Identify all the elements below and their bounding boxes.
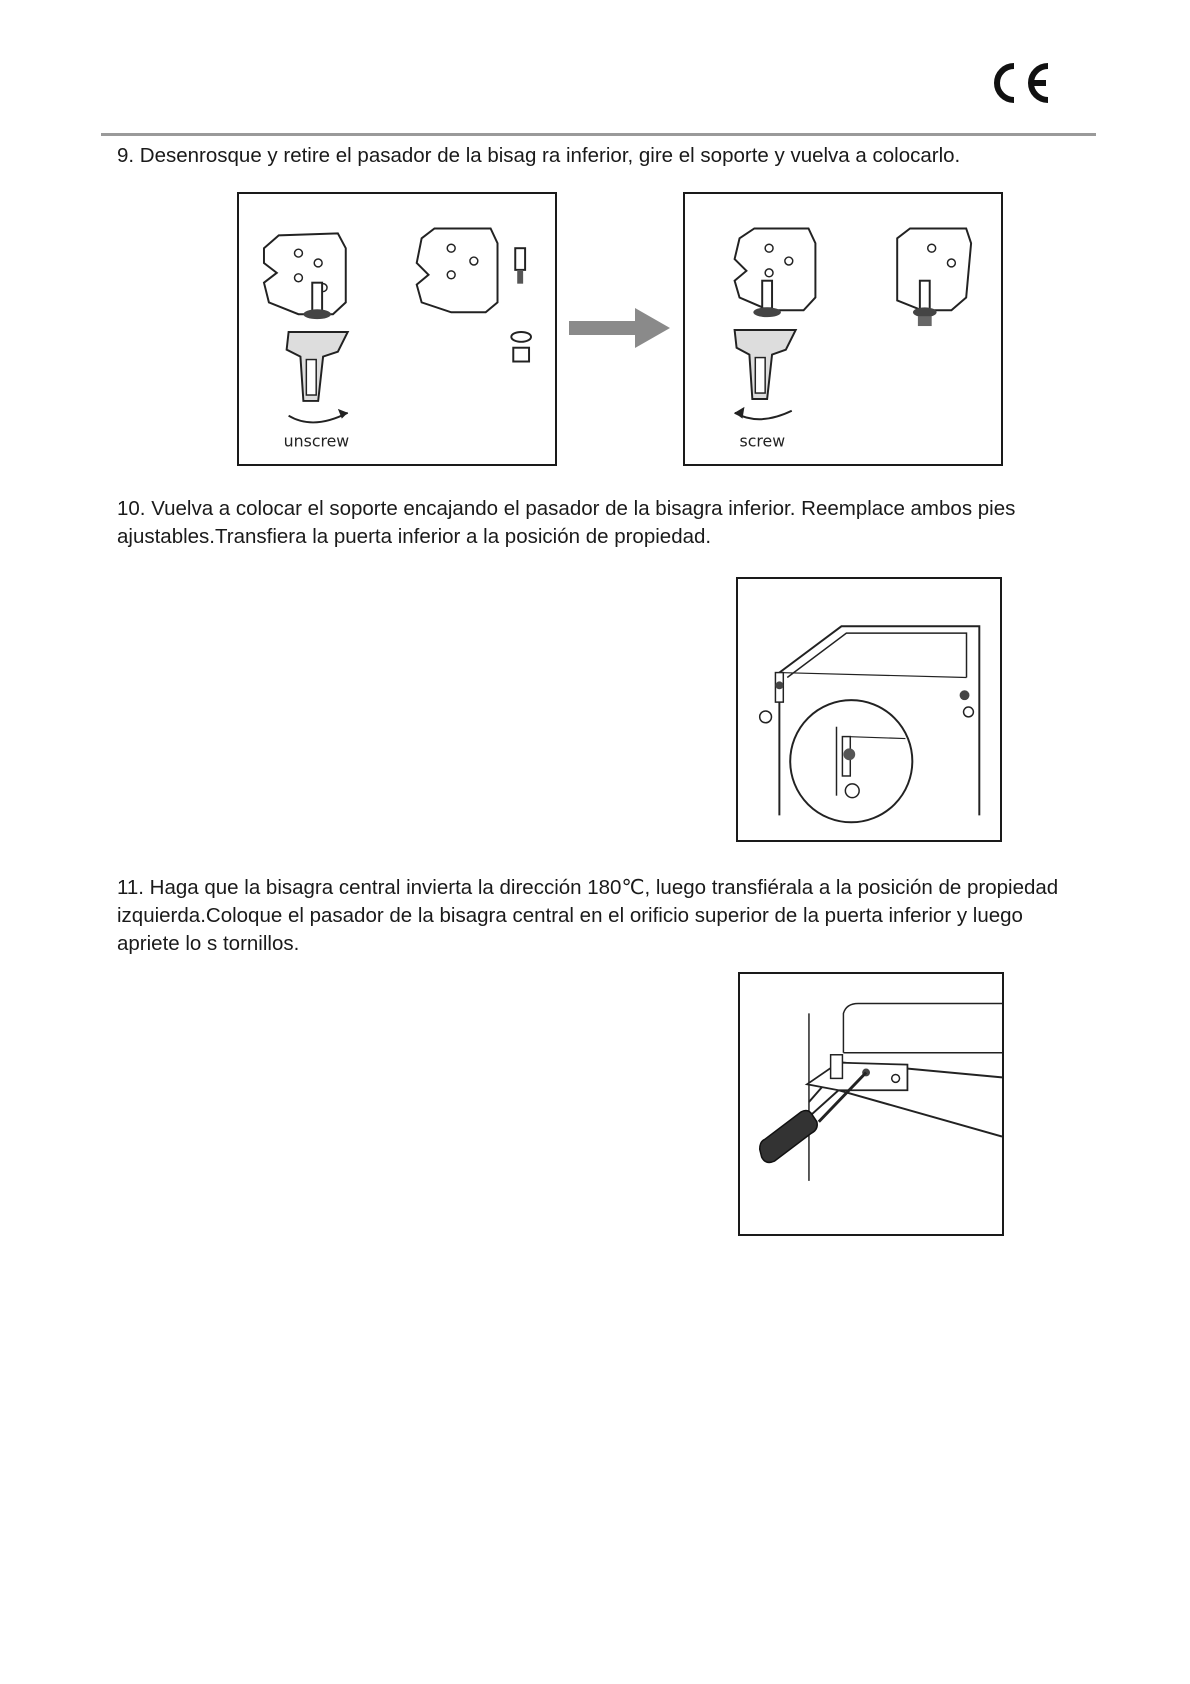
lower-door-illustration [738,579,1000,840]
screw-illustration [685,194,1001,464]
transition-arrow-icon [567,306,672,350]
step-10-text: 10. Vuelva a colocar el soporte encajando el pasador de la bisagra inferior. Reemplace ambos pies ajustables.Transfiera la puerta inferior a la posición de propiedad. [117,497,1016,548]
screw-caption: screw [739,431,786,451]
figure-lower-door-panel [736,577,1002,842]
ce-mark-icon [990,58,1060,108]
unscrew-caption: unscrew [283,431,350,451]
figure-middle-hinge-panel [738,972,1004,1236]
middle-hinge-illustration [740,974,1002,1234]
figure-unscrew-panel [237,192,557,466]
header-divider [101,133,1096,136]
step-11-text: 11. Haga que la bisagra central invierta la dirección 180℃, luego transfiérala a la posición de propiedad izquierda.Coloque el pasador de la bisagra central en el orificio superior de la puerta inferior y luego apriete lo s tornillos. [117,876,1059,955]
step-9-text: 9. Desenrosque y retire el pasador de la bisag ra inferior, gire el soporte y vuelva a colocarlo. [117,144,961,167]
unscrew-illustration [239,194,555,464]
figure-screw-panel [683,192,1003,466]
